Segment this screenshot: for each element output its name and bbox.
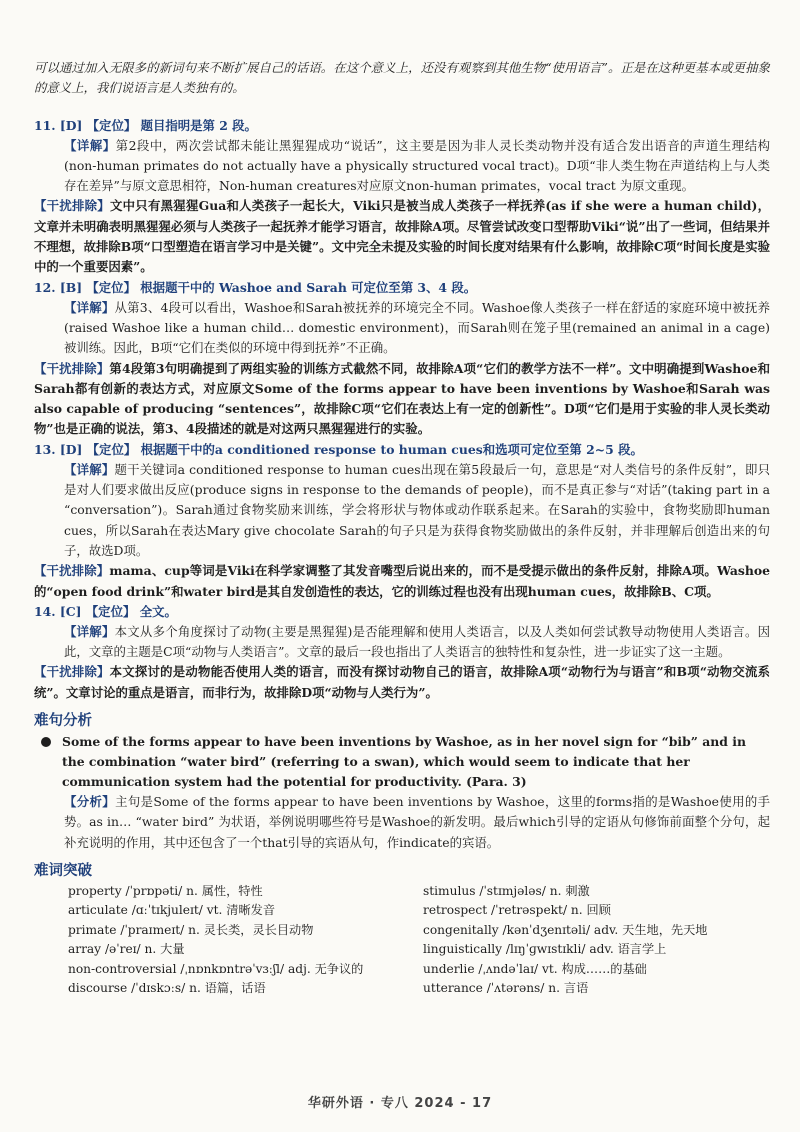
question-header	[34, 440, 770, 460]
detail-tag: 【详解】	[64, 623, 115, 639]
difficult-sentence-text: Some of the forms appear to have been inventions by Washoe, as in her novel sign for “bib” and in the combination “water bird” (referring to a swan), which would seem to indicate that her communication system had the potential for productivity. (Para. 3)	[62, 734, 746, 790]
interference-paragraph	[34, 561, 770, 602]
detail-text: 从第3、4段可以看出，Washoe和Sarah被抚养的环境完全不同。Washoe像人类孩子一样在舒适的家庭环境中被抚养(raised Washoe like a human child… domestic environment)，而Sarah则在笼子里(remained an animal in a cage)被训练。因此，B项“它们在类似的环境中得到抚养”不正确。	[64, 299, 770, 356]
question-header	[34, 116, 770, 136]
question-14	[34, 602, 770, 703]
vocab-item: retrospect /ˈretrəspekt/ n. 回顾	[423, 903, 611, 918]
vocab-item: array /əˈreɪ/ n. 大量	[68, 942, 185, 957]
question-12	[34, 278, 770, 440]
vocab-item: underlie /ˌʌndəˈlaɪ/ vt. 构成……的基础	[423, 961, 647, 976]
vocab-item: congenitally /kənˈdʒenɪtəli/ adv. 天生地，先天地	[423, 922, 708, 937]
locate-tag: 【定位】	[85, 603, 136, 619]
detail-paragraph	[34, 298, 770, 359]
question-number: 11. [D]	[34, 117, 83, 133]
answer-explanation-page	[34, 58, 770, 998]
locate-text: 根据题干中的a conditioned response to human cues和选项可定位至第 2~5 段。	[140, 441, 643, 457]
detail-text: 本文从多个角度探讨了动物(主要是黑猩猩)是否能理解和使用人类语言，以及人类如何尝试教导动物使用人类语言。因此，文章的主题是C项“动物与人类语言”。文章的最后一段也指出了人类语言的独特性和复杂性，进一步证实了这一主题。	[64, 623, 770, 660]
interference-text: mama、cup等词是Viki在科学家调整了其发音嘴型后说出来的，而不是受提示做出的条件反射，排除A项。Washoe的“open food drink”和water bird是其自发创造性的表达，它的训练过程也没有出现human cues，故排除B、C项。	[34, 563, 770, 599]
question-13	[34, 440, 770, 602]
bullet-icon	[40, 736, 52, 748]
interference-text: 本文探讨的是动物能否使用人类的语言，而没有探讨动物自己的语言，故排除A项“动物行为与语言”和B项“动物交流系统”。文章讨论的重点是语言，而非行为，故排除D项“动物与人类行为”。	[34, 664, 770, 700]
question-11	[34, 116, 770, 278]
detail-paragraph	[34, 460, 770, 561]
detail-text: 题干关键词a conditioned response to human cues出现在第5段最后一句，意思是“对人类信号的条件反射”，即只是对人们要求做出反应(produce signs in response to the demands of people)，而不是真正参与“对话”(taking part in a “conversation”)。Sarah通过食物奖励来训练，学会将形状与物体或动作联系起来。在Sarah的实验中，食物奖励即human cues，所以Sarah在表达Mary give chocolate Sarah的句子只是为获得食物奖励做出的条件反射，并非理解后创造出来的句子，故选D项。	[64, 461, 771, 558]
interference-tag: 【干扰排除】	[34, 198, 110, 214]
locate-tag: 【定位】	[86, 441, 137, 457]
interference-tag: 【干扰排除】	[34, 360, 110, 376]
vocab-item: discourse /ˈdɪskɔːs/ n. 语篇，话语	[68, 980, 266, 995]
vocab-item: utterance /ˈʌtərəns/ n. 言语	[423, 980, 589, 995]
interference-tag: 【干扰排除】	[34, 664, 110, 680]
question-number: 13. [D]	[34, 441, 83, 457]
vocab-item: non-controversial /ˌnɒnkɒntrəˈvɜːʃl/ adj. 无争议的	[68, 961, 364, 976]
locate-tag: 【定位】	[86, 117, 137, 133]
question-number: 14. [C]	[34, 603, 82, 619]
intro-paragraph: 可以通过加入无限多的新词句来不断扩展自己的话语。在这个意义上，还没有观察到其他生物“使用语言”。正是在这种更基本或更抽象的意义上，我们说语言是人类独有的。	[34, 60, 770, 96]
analysis-paragraph	[34, 792, 770, 853]
interference-text: 第4段第3句明确提到了两组实验的训练方式截然不同，故排除A项“它们的教学方法不一样”。文中明确提到Washoe和Sarah都有创新的表达方式，对应原文Some of the forms appear to have been inventions by Washoe和Sarah was also capable of producing “sentences”，故排除C项“它们在表达上有一定的创新性”。D项“它们是用于实验的非人灵长类动物”也是正确的说法，第3、4段描述的就是对这两只黑猩猩进行的实验。	[34, 360, 771, 437]
vocab-item: primate /ˈpraɪmeɪt/ n. 灵长类，灵长目动物	[68, 922, 314, 937]
detail-paragraph	[34, 622, 770, 663]
locate-text: 全文。	[139, 603, 177, 619]
detail-tag: 【详解】	[64, 137, 116, 153]
interference-tag: 【干扰排除】	[34, 563, 110, 579]
analysis-text: 主句是Some of the forms appear to have been inventions by Washoe，这里的forms指的是Washoe使用的手势。as in… “water bird” 为状语，举例说明哪些符号是Washoe的新发明。最后which引导的定语从句修饰前面整个分句，起补充说明的作用，其中还包含了一个that引导的宾语从句，作indicate的宾语。	[64, 794, 770, 850]
vocab-item: stimulus /ˈstɪmjələs/ n. 刺激	[423, 883, 590, 898]
detail-text: 第2段中，两次尝试都未能让黑猩猩成功“说话”，这主要是因为非人灵长类动物并没有适合发出语音的声道生理结构(non-human primates do not actually have a physically structured vocal tract)。D项“非人类生物在声道结构上与人类存在差异”与原文意思相符，Non-human creatures对应原文non-human primates，vocal tract 为原文重现。	[64, 137, 770, 194]
locate-text: 题目指明是第 2 段。	[140, 117, 257, 133]
difficult-sentence-item	[34, 732, 770, 792]
locate-text: 根据题干中的 Washoe and Sarah 可定位至第 3、4 段。	[140, 279, 477, 295]
vocabulary-list	[68, 882, 770, 998]
detail-paragraph	[34, 136, 770, 197]
analysis-tag: 【分析】	[64, 794, 116, 810]
vocabulary-title: 难词突破	[34, 862, 92, 879]
locate-tag: 【定位】	[86, 279, 136, 295]
question-number: 12. [B]	[34, 279, 83, 295]
difficult-sentence-title: 难句分析	[34, 713, 92, 730]
vocab-item: linguistically /lɪŋˈɡwɪstɪkli/ adv. 语言学上	[423, 942, 667, 957]
interference-paragraph	[34, 359, 770, 440]
question-header	[34, 602, 770, 622]
interference-paragraph	[34, 196, 770, 277]
interference-text: 文中只有黑猩猩Gua和人类孩子一起长大，Viki只是被当成人类孩子一样抚养(as if she were a human child)，文章并未明确表明黑猩猩必须与人类孩子一起抚养才能学习语言，故排除A项。尽管尝试改变口型帮助Viki“说”出了一些词，但结果并不理想，故排除B项“口型塑造在语言学习中是关键”。文中完全未提及实验的时间长度对结果有什么影响，故排除C项“时间长度是实验中的一个重要因素”。	[34, 198, 770, 275]
vocab-item: property /ˈprɒpəti/ n. 属性，特性	[68, 883, 263, 898]
detail-tag: 【详解】	[64, 299, 115, 315]
vocab-item: articulate /ɑːˈtɪkjuleɪt/ vt. 清晰发音	[68, 903, 276, 918]
detail-tag: 【详解】	[64, 461, 115, 477]
interference-paragraph	[34, 662, 770, 703]
question-header	[34, 278, 770, 298]
page-footer: 华研外语 · 专八 2024 - 17	[307, 1096, 493, 1111]
